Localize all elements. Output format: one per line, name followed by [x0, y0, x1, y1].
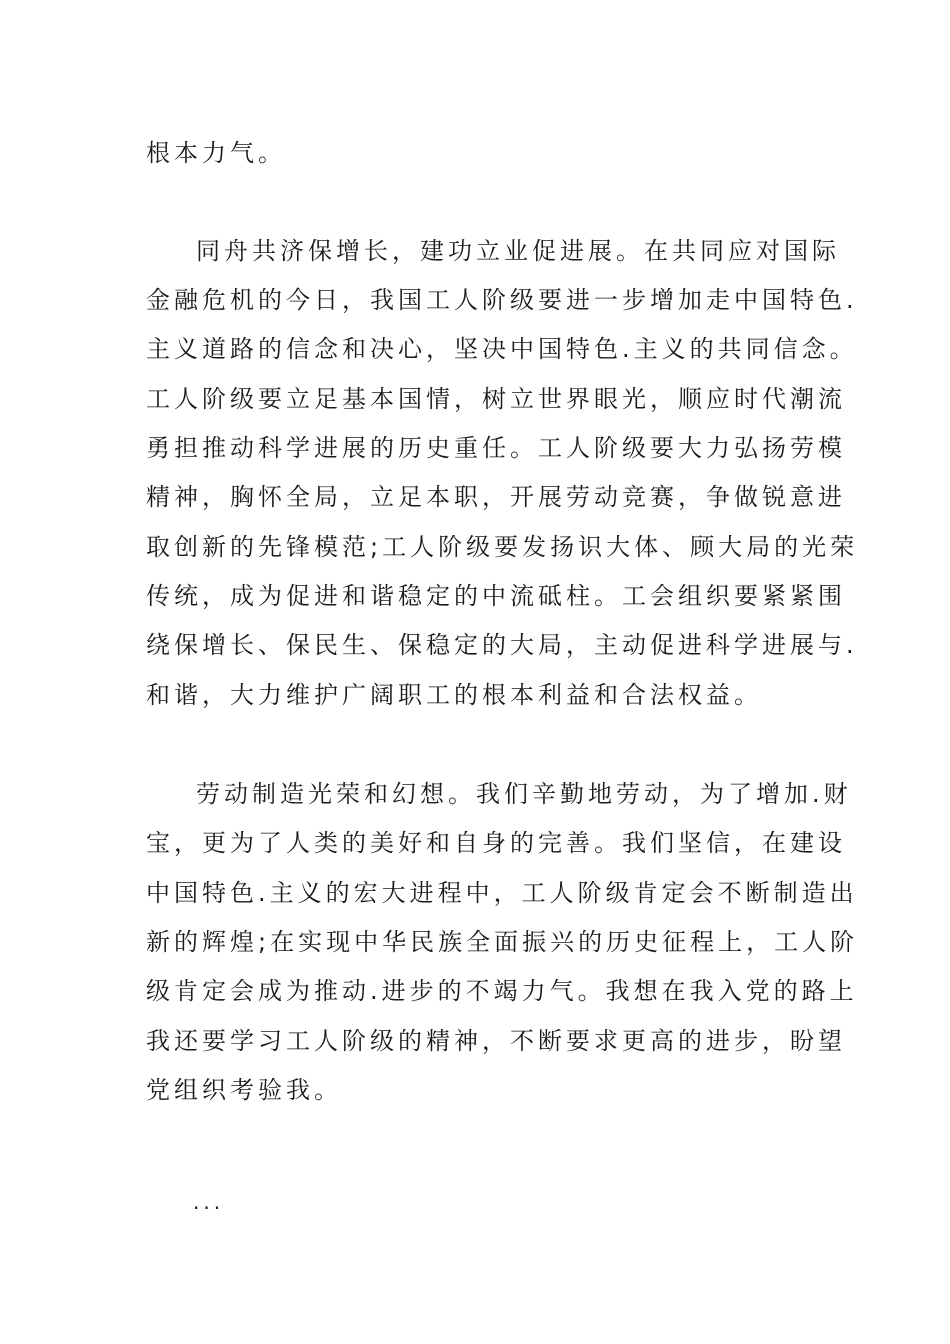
paragraph-line: 主义道路的信念和决心，坚决中国特色.主义的共同信念。 [146, 335, 858, 363]
paragraph-line: 勇担推动科学进展的历史重任。工人阶级要大力弘扬劳模 [146, 434, 846, 462]
paragraph-line: 我还要学习工人阶级的精神，不断要求更高的进步，盼望 [146, 1027, 846, 1055]
paragraph-line: 同舟共济保增长，建功立业促进展。在共同应对国际 [196, 237, 840, 265]
paragraph-line: 根本力气。 [146, 139, 286, 167]
paragraph-line: 新的辉煌;在实现中华民族全面振兴的历史征程上，工人阶 [146, 928, 859, 956]
paragraph-line: 宝，更为了人类的美好和自身的完善。我们坚信，在建设 [146, 829, 846, 857]
paragraph-line: 取创新的先锋模范;工人阶级要发扬识大体、顾大局的光荣 [146, 533, 859, 561]
paragraph-line: 绕保增长、保民生、保稳定的大局，主动促进科学进展与. [146, 631, 858, 659]
continuation-ellipsis: ... [193, 1190, 225, 1214]
paragraph-line: 精神，胸怀全局，立足本职，开展劳动竞赛，争做锐意进 [146, 483, 846, 511]
paragraph-line: 党组织考验我。 [146, 1076, 342, 1104]
paragraph-line: 中国特色.主义的宏大进程中，工人阶级肯定会不断制造出 [146, 879, 858, 907]
paragraph-line: 工人阶级要立足基本国情，树立世界眼光，顺应时代潮流 [146, 385, 846, 413]
paragraph-line: 劳动制造光荣和幻想。我们辛勤地劳动，为了增加.财 [196, 780, 852, 808]
paragraph-line: 级肯定会成为推动.进步的不竭力气。我想在我入党的路上 [146, 977, 858, 1005]
paragraph-line: 传统，成为促进和谐稳定的中流砥柱。工会组织要紧紧围 [146, 582, 846, 610]
paragraph-line: 和谐，大力维护广阔职工的根本利益和合法权益。 [146, 681, 762, 709]
paragraph-line: 金融危机的今日，我国工人阶级要进一步增加走中国特色. [146, 286, 858, 314]
